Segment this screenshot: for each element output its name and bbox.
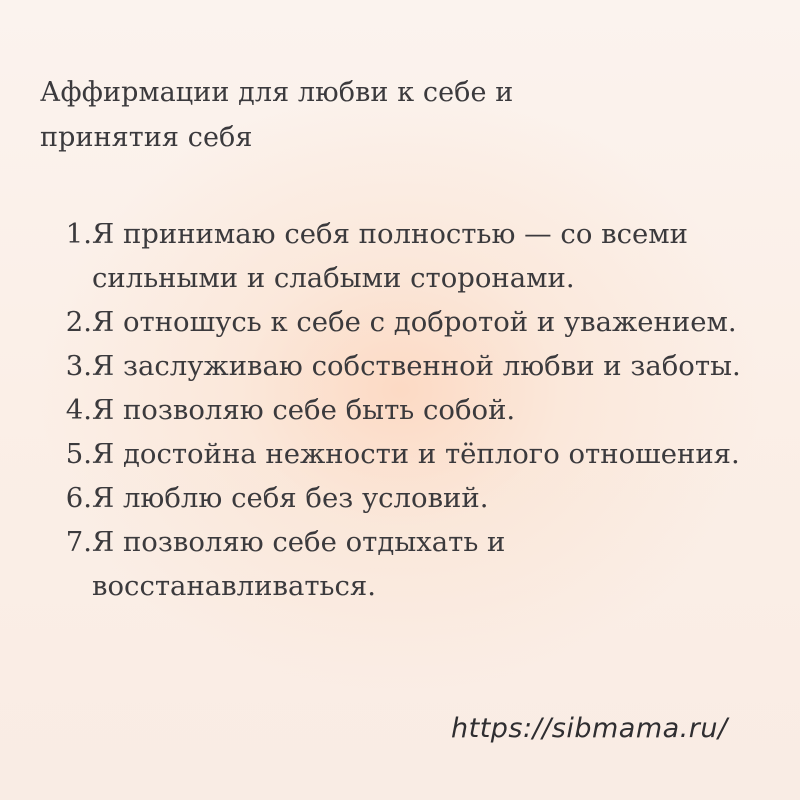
list-item — [40, 212, 770, 300]
item-text: Я принимаю себя полностью — со всеми сильными и слабыми сторонами. — [92, 218, 688, 294]
item-number: 3. — [65, 350, 92, 382]
page-title: Аффирмации для любви к себе и принятия себя — [40, 77, 514, 153]
item-text: Я заслуживаю собственной любви и заботы. — [92, 350, 741, 382]
list-item — [40, 388, 770, 432]
list-item — [40, 300, 770, 344]
item-number: 6. — [65, 482, 92, 514]
item-text: Я достойна нежности и тёплого отношения. — [92, 438, 740, 470]
item-number: 7. — [65, 526, 92, 558]
item-text: Я позволяю себе быть собой. — [92, 394, 516, 426]
list-item — [40, 476, 770, 520]
item-text: Я отношусь к себе с добротой и уважением. — [92, 306, 737, 338]
item-text: Я люблю себя без условий. — [92, 482, 489, 514]
list-item — [40, 432, 770, 476]
list-item — [40, 344, 770, 388]
item-number: 5. — [65, 438, 92, 470]
item-number: 1. — [65, 218, 92, 250]
affirmation-list — [40, 212, 770, 608]
item-number: 4. — [65, 394, 92, 426]
item-text: Я позволяю себе отдыхать и восстанавливаться. — [92, 526, 506, 602]
list-item — [40, 520, 770, 608]
watermark-link[interactable]: https://sibmama.ru/ — [451, 713, 728, 744]
item-number: 2. — [65, 306, 92, 338]
